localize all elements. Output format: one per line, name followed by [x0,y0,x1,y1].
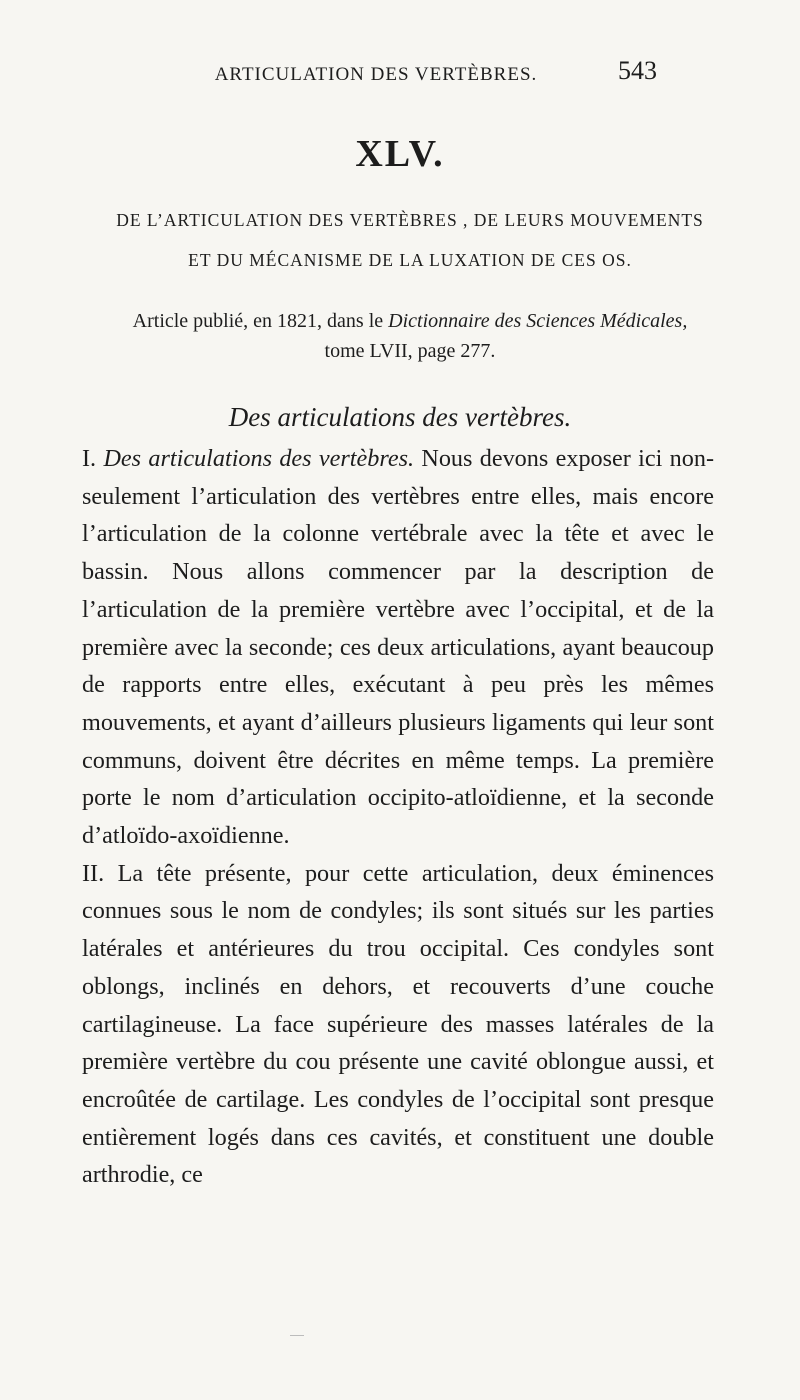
chapter-number: XLV. [355,133,445,175]
paragraph-1 [82,440,714,855]
chapter-title-line-2: ET DU MÉCANISME DE LA LUXATION DE CES OS. [188,250,632,270]
source-work: Dictionnaire des Sciences Médicales, [388,310,688,332]
paragraph-1-text: Nous devons exposer ici non-seulement l’articulation des vertèbres entre elles, mais encore l’articulation de la colonne vertébrale avec la tête et avec le bassin. Nous allons commencer par la description de l’articulation de la première vertèbre avec l’occipital, et de la première avec la seconde; ces deux articulations, ayant beaucoup de rapports entre elles, exécutant à peu près les mêmes mouvements, et ayant d’ailleurs plusieurs ligaments qui leur sont communs, doivent être décrites en même temps. La première porte le nom d’articulation occipito-atloïdienne, et la seconde d’atloïdo-axoïdienne. [82,445,714,850]
section-title: Des articulations des vertèbres. [228,402,572,432]
running-head: ARTICULATION DES VERTÈBRES. [214,64,538,85]
source-note [100,310,720,333]
body-text [82,440,714,1194]
page-mark [290,1335,304,1336]
chapter-title-line-1: DE L’ARTICULATION DES VERTÈBRES , DE LEURS MOUVEMENTS [116,210,704,230]
paragraph-1-lead: I. [82,445,104,472]
paragraph-2: II. La tête présente, pour cette articulation, deux éminences connues sous le nom de condyles; ils sont situés sur les parties latérales et antérieures du trou occipital. Ces condyles sont oblongs, inclinés en dehors, et recouverts d’une couche cartilagineuse. La face supérieure des masses latérales de la première vertèbre du cou présente une cavité oblongue aussi, et encroûtée de cartilage. Les condyles de l’occipital sont presque entièrement logés dans ces cavités, et constituent une double arthrodie, ce [82,859,714,1189]
source-prefix: Article publié, en 1821, dans le [132,310,389,332]
page-number: 543 [618,56,657,85]
paragraph-1-heading: Des articulations des vertèbres. [103,445,415,472]
source-note-line-2: tome LVII, page 277. [324,340,496,362]
